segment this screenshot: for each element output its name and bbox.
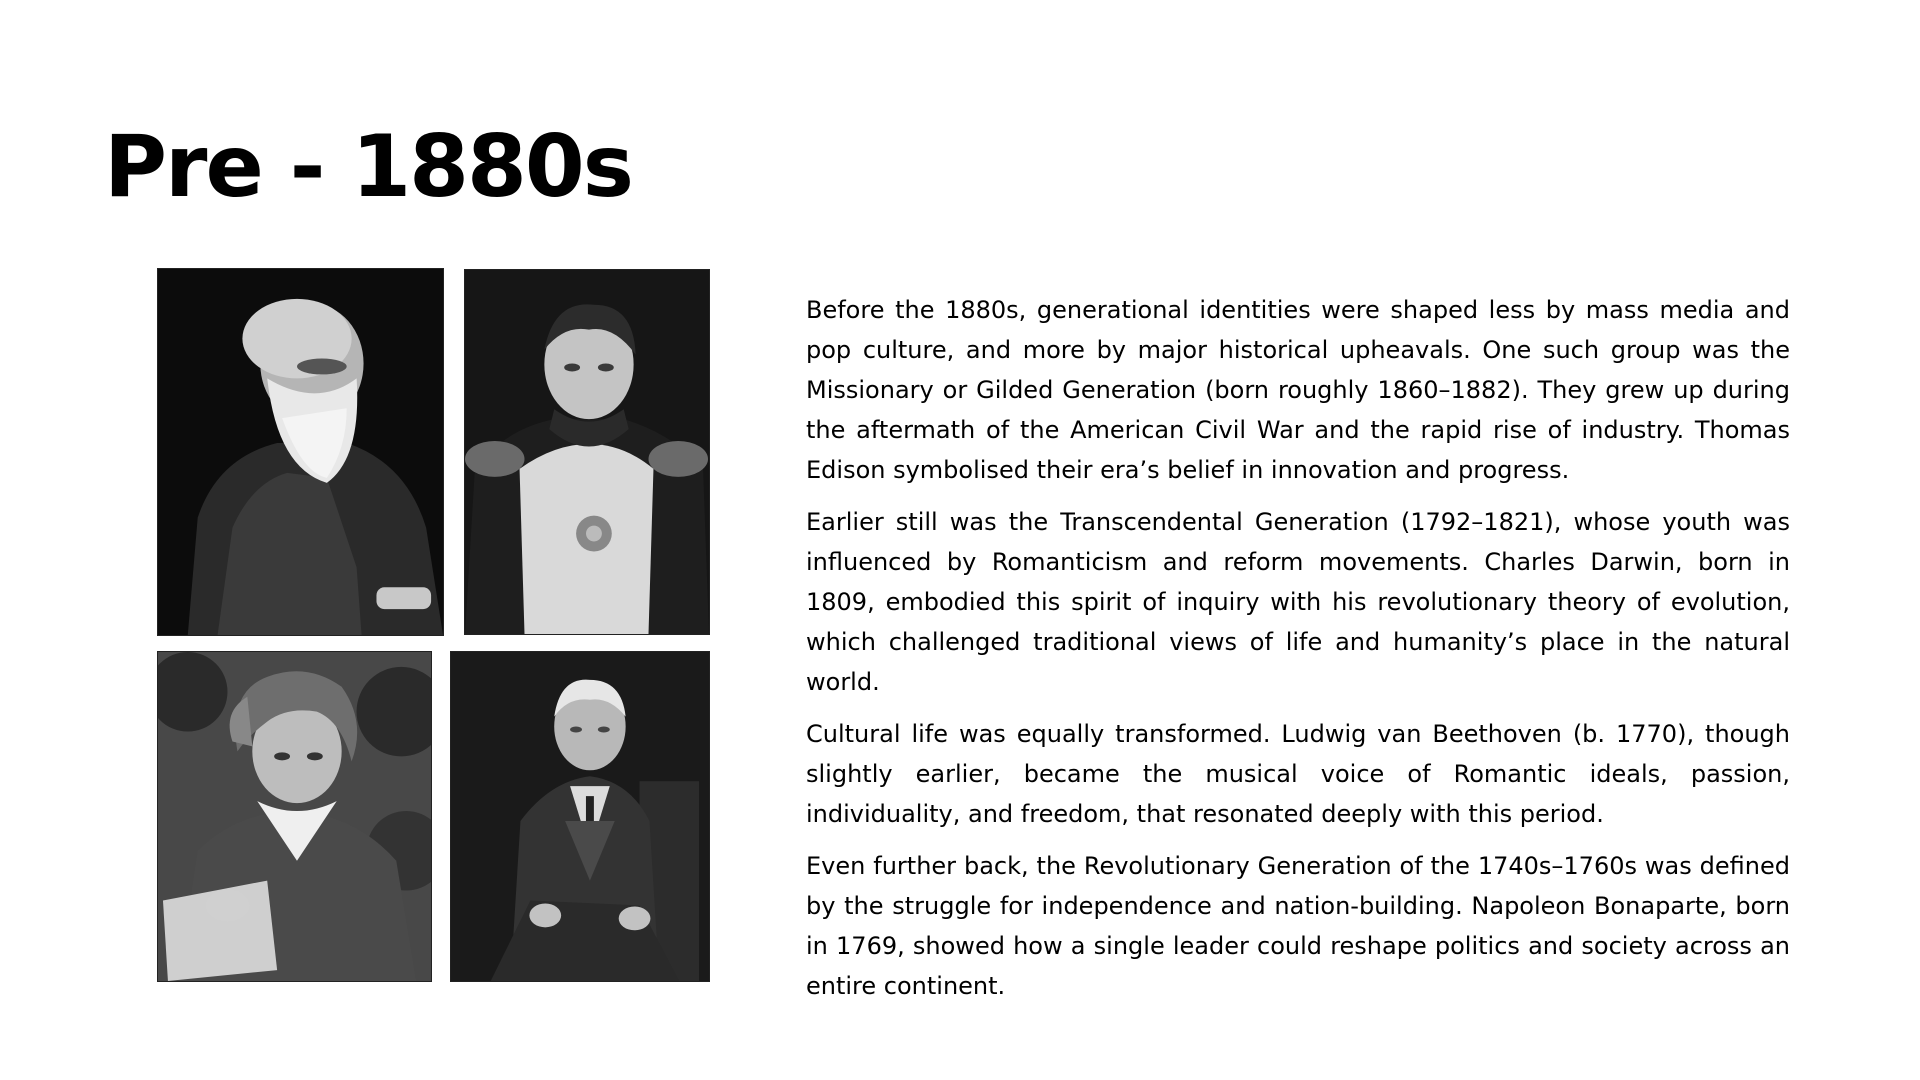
portrait-photo-edison: [450, 651, 710, 982]
portrait-photo-beethoven: [157, 651, 432, 982]
portrait-photo-napoleon: [464, 269, 710, 635]
paragraph-cultural-life: Cultural life was equally transformed. Ludwig van Beethoven (b. 1770), though slightly earlier, became the musical voice of Romantic ideals, passion, individuality, and freedom, that resonated deeply with this period.: [806, 720, 1790, 828]
paragraph-missionary-generation: Before the 1880s, generational identities were shaped less by mass media and pop culture, and more by major historical upheavals. One such group was the Missionary or Gilded Generation (born roughly 1860–1882). They grew up during the aftermath of the American Civil War and the rapid rise of industry. Thomas Edison symbolised their era’s belief in innovation and progress.: [806, 296, 1790, 484]
portrait-image-darwin: [158, 269, 443, 635]
portrait-image-beethoven: [158, 652, 431, 981]
paragraph-transcendental-generation: Earlier still was the Transcendental Generation (1792–1821), whose youth was influenced by Romanticism and reform movements. Charles Darwin, born in 1809, embodied this spirit of inquiry with his revolutionary theory of evolution, which challenged traditional views of life and humanity’s place in the natural world.: [806, 508, 1790, 696]
body-text: [806, 290, 1790, 1018]
portrait-image-edison: [451, 652, 709, 981]
portrait-image-napoleon: [465, 270, 709, 634]
paragraph-revolutionary-generation: Even further back, the Revolutionary Generation of the 1740s–1760s was defined by the struggle for independence and nation-building. Napoleon Bonaparte, born in 1769, showed how a single leader could reshape politics and society across an entire continent.: [806, 852, 1790, 1000]
slide-title: Pre - 1880s: [104, 117, 632, 217]
portrait-photo-darwin: [157, 268, 444, 636]
